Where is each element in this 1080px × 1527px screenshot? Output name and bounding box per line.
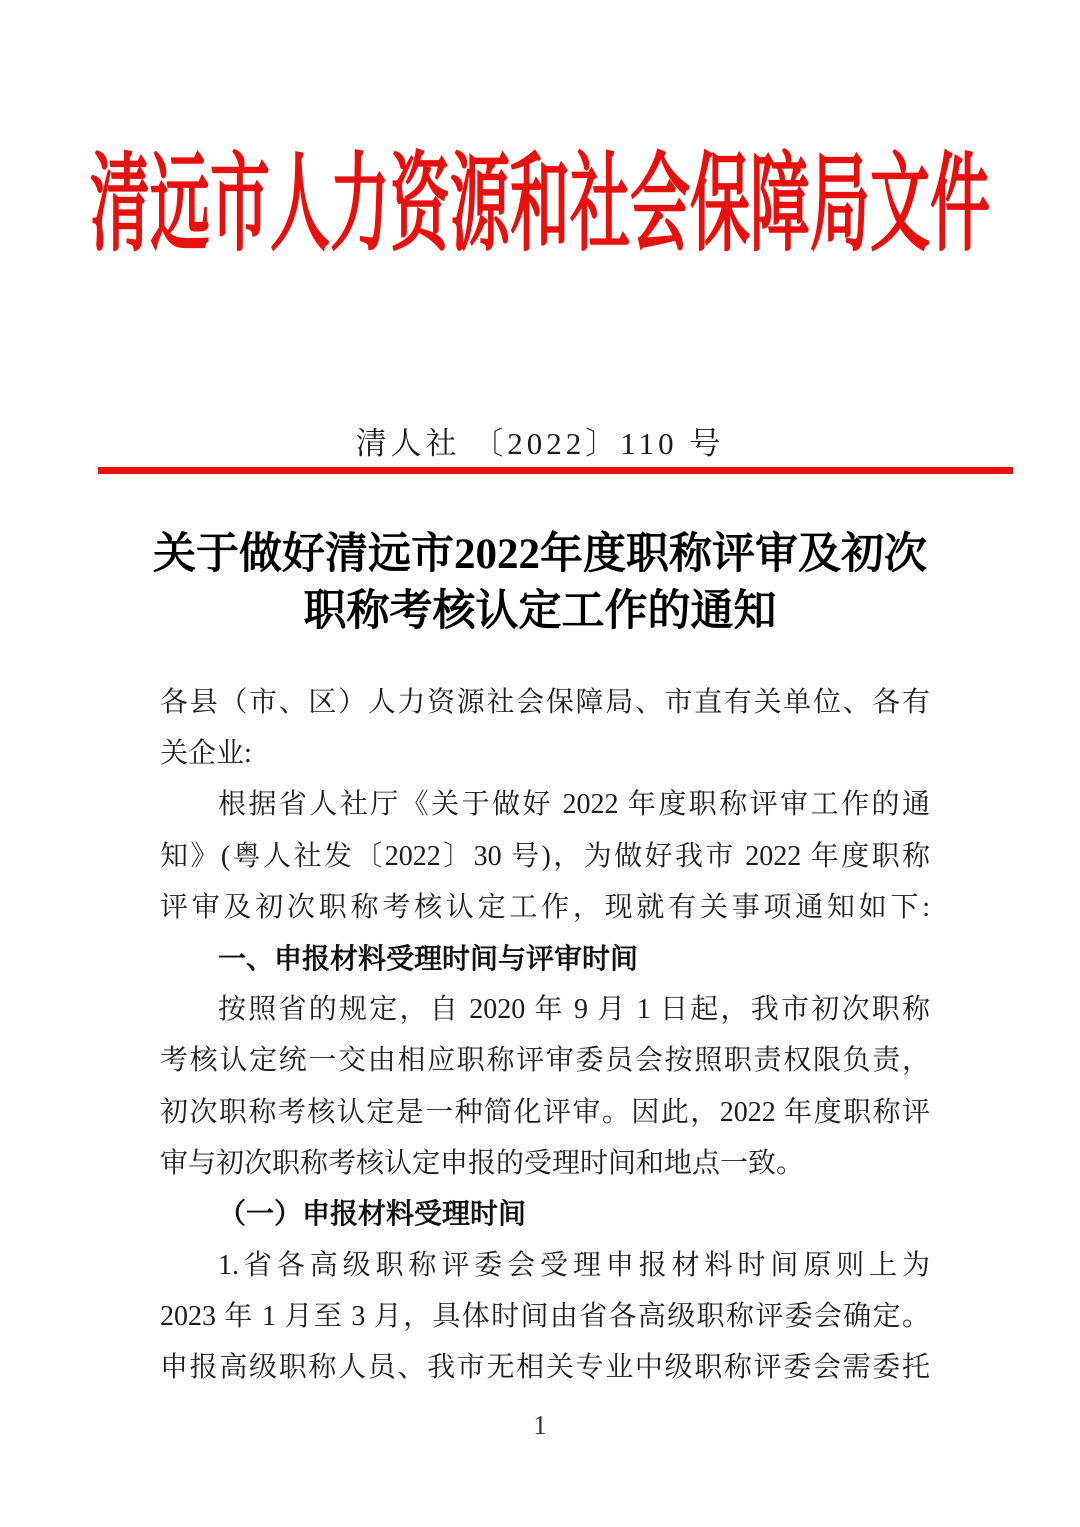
page-number: 1 xyxy=(533,1410,547,1440)
document-number: 清人社 〔2022〕110 号 xyxy=(355,426,725,461)
body-section-heading: 一、申报材料受理时间与评审时间 xyxy=(218,942,639,974)
body-subsection-heading: （一）申报材料受理时间 xyxy=(218,1198,527,1230)
red-divider-rule xyxy=(98,467,1013,474)
body-line: 根据省人社厅《关于做好 2022 年度职称评审工作的通 xyxy=(218,789,930,821)
body-line: 关企业: xyxy=(160,738,252,770)
document-title-line2: 职称考核认定工作的通知 xyxy=(303,588,777,635)
letterhead xyxy=(0,140,1080,264)
letterhead-agency-title: 清远市人力资源和社会保障局文件 xyxy=(90,146,990,264)
body-line: 评审及初次职称考核认定工作，现就有关事项通知如下: xyxy=(160,891,930,923)
document-title xyxy=(0,526,1080,640)
body-line: 初次职称考核认定是一种简化评审。因此，2022 年度职称评 xyxy=(160,1096,930,1128)
body-line: 审与初次职称考核认定申报的受理时间和地点一致。 xyxy=(160,1147,805,1179)
body-line: 考核认定统一交由相应职称评审委员会按照职责权限负责， xyxy=(160,1045,930,1077)
body-line: 按照省的规定，自 2020 年 9 月 1 日起，我市初次职称 xyxy=(218,994,930,1026)
body-line: 申报高级职称人员、我市无相关专业中级职称评委会需委托 xyxy=(160,1352,930,1384)
body-line: 1.省各高级职称评委会受理申报材料时间原则上为 xyxy=(218,1250,930,1282)
body-line: 2023 年 1 月至 3 月，具体时间由省各高级职称评委会确定。 xyxy=(160,1301,930,1333)
document-title-line1: 关于做好清远市2022年度职称评审及初次 xyxy=(153,531,927,578)
document-body xyxy=(160,677,930,1394)
body-line: 知》(粤人社发〔2022〕30 号)，为做好我市 2022 年度职称 xyxy=(160,840,930,872)
body-line: 各县（市、区）人力资源社会保障局、市直有关单位、各有 xyxy=(160,687,930,718)
